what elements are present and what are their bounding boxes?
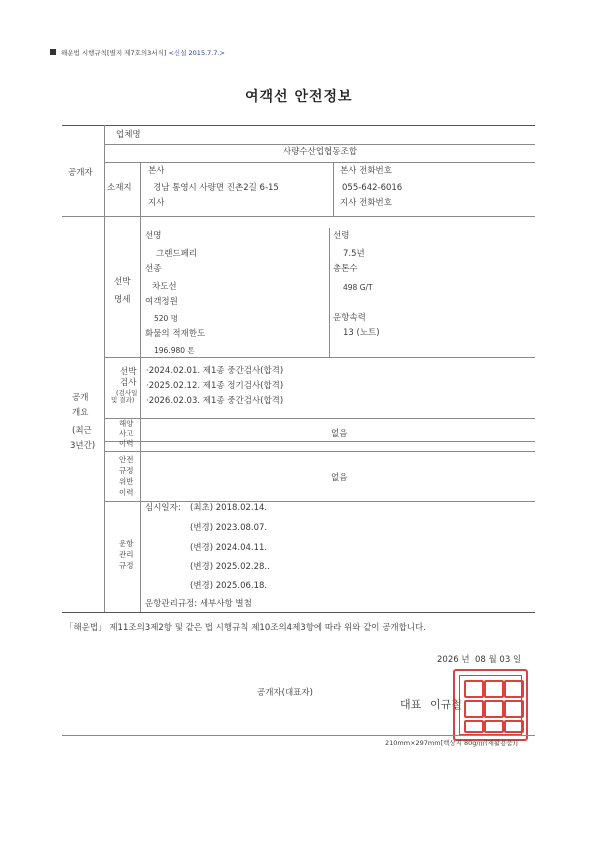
divider (104, 451, 535, 452)
tonnage-value: 498 G/T (343, 283, 373, 292)
divider (104, 418, 535, 419)
inspection-item: ·2024.02.01. 제1종 중간검사(합격) (146, 366, 284, 376)
overview-label-2: 개요 (72, 408, 89, 418)
day-unit: 일 (512, 655, 522, 665)
ship-type-label: 선종 (145, 264, 162, 274)
overview-label-1: 공개 (72, 393, 89, 403)
divider (104, 144, 535, 145)
company-name-value: 사량수산업협동조합 (283, 147, 357, 157)
column-divider (329, 228, 330, 357)
regulation-note: 운항관리규정: 세부사항 별첨 (145, 599, 252, 609)
speed-value: 13 (노트) (343, 328, 380, 338)
speed-label: 운항속력 (333, 313, 366, 323)
discloser-section-label: 공개자 (68, 168, 93, 178)
divider (104, 441, 535, 442)
tonnage-label: 총톤수 (333, 264, 358, 274)
form-revision: <신설 2015.7.7.> (168, 49, 225, 57)
issue-month: 08 (474, 655, 486, 665)
inspection-label-1: 선박 (120, 367, 137, 377)
hq-phone-value: 055-642-6016 (342, 183, 403, 193)
paper-spec: 210mm×297mm[백상지 80g/㎡(재활용품)] (385, 739, 518, 747)
overview-label-4: 3년간) (70, 441, 96, 451)
review-date: (변경) 2023.08.07. (190, 523, 268, 533)
ship-name-value: 그랜드페리 (156, 249, 198, 259)
header-bullet (50, 49, 56, 55)
violation-label-4: 이력 (119, 488, 134, 497)
issue-year: 2026 (437, 655, 459, 665)
accident-label-1: 해양 (119, 419, 134, 428)
violation-label-2: 규정 (119, 466, 134, 475)
violation-label-3: 위반 (119, 477, 134, 486)
cargo-value: 196.980 톤 (154, 346, 195, 355)
issue-day: 03 (499, 655, 511, 665)
accident-value: 없음 (331, 429, 348, 439)
divider (104, 357, 535, 358)
branch-phone-label: 지사 전화번호 (340, 198, 392, 208)
table-bottom-border (62, 612, 535, 613)
accident-label-3: 이력 (119, 439, 134, 448)
representative-name: 이규철 (430, 698, 462, 711)
review-date: (최초) 2018.02.14. (190, 503, 268, 513)
regulation-label-1: 운항 (119, 539, 134, 548)
hq-phone-label: 본사 전화번호 (340, 166, 392, 176)
location-label: 소재지 (107, 183, 132, 193)
ship-age-label: 선령 (333, 231, 350, 241)
hq-address: 경남 통영시 사량면 진촌2길 6-15 (153, 183, 279, 193)
hq-label: 본사 (148, 166, 165, 176)
month-unit: 월 (488, 655, 497, 665)
regulation-label-3: 규정 (119, 561, 134, 570)
ship-name-label: 선명 (145, 231, 162, 241)
capacity-value: 520 명 (154, 314, 178, 323)
form-header (61, 48, 225, 59)
year-unit: 년 (461, 655, 470, 665)
page-title: 여객선 안전정보 (245, 89, 353, 105)
representative-role-label: 공개자(대표자) (257, 688, 313, 698)
capacity-label: 여객정원 (145, 297, 178, 307)
form-reference: 해운법 시행규칙[별지 제7호의3서식] (61, 49, 167, 57)
overview-label-3: (최근 (72, 426, 92, 436)
column-divider (333, 162, 334, 216)
violation-label-1: 안전 (119, 455, 134, 464)
divider (104, 501, 535, 502)
footer-rule (62, 735, 535, 736)
inspection-label-3: (검사일 (116, 389, 138, 397)
issue-date (437, 655, 521, 666)
violation-value: 없음 (331, 473, 348, 483)
regulation-label-2: 관리 (119, 550, 134, 559)
column-divider (104, 125, 105, 612)
disclosure-statement: 「해운법」 제11조의3제2항 및 같은 법 시행규칙 제10조의4제3항에 따라 위와 같이 공개합니다. (65, 623, 426, 633)
inspection-label-4: 및 결과) (111, 396, 135, 404)
company-name-label: 업체명 (116, 130, 141, 140)
company-seal (453, 669, 528, 741)
column-divider (140, 162, 141, 612)
inspection-label-2: 검사 (120, 378, 137, 388)
ship-spec-label-2: 명세 (114, 295, 131, 305)
ship-spec-label-1: 선박 (114, 277, 131, 287)
branch-label: 지사 (148, 198, 165, 208)
inspection-item: ·2026.02.03. 제1종 중간검사(합격) (146, 396, 284, 406)
accident-label-2: 사고 (119, 429, 134, 438)
review-date-label: 심시일자: (145, 503, 181, 513)
representative-title: 대표 (400, 698, 422, 711)
divider (140, 162, 535, 163)
review-date: (변경) 2025.02.28.. (190, 562, 270, 572)
ship-age-value: 7.5년 (343, 249, 365, 259)
review-date: (변경) 2024.04.11. (190, 543, 268, 553)
inspection-item: ·2025.02.12. 제1종 정기검사(합격) (146, 381, 284, 391)
ship-type-value: 차도선 (152, 282, 177, 292)
divider (104, 216, 535, 217)
table-top-border (62, 125, 535, 126)
review-date: (변경) 2025.06.18. (190, 581, 268, 591)
cargo-label: 화물의 적재한도 (145, 329, 206, 339)
